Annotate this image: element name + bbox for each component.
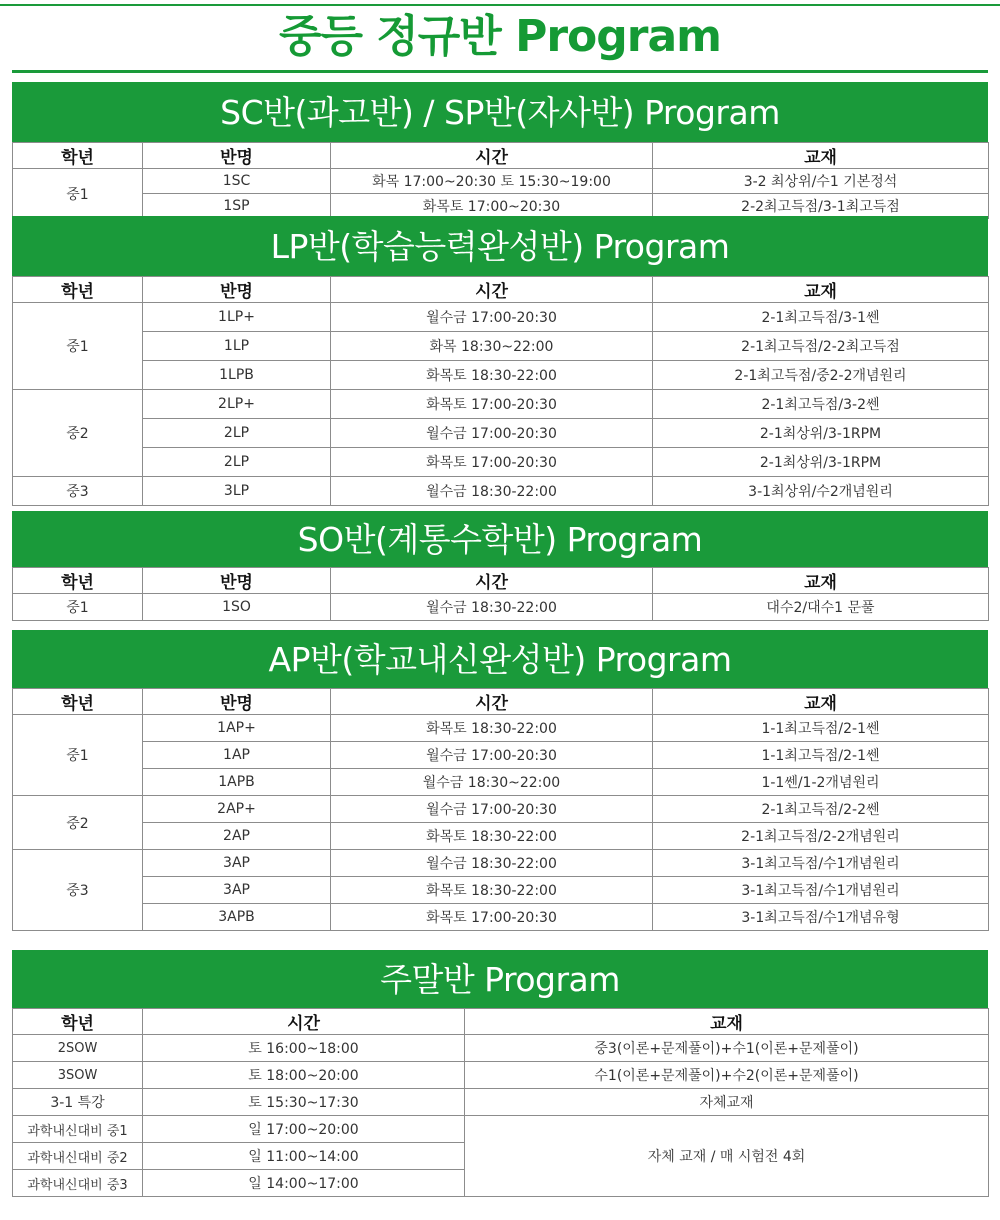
section-so <box>12 511 988 621</box>
book-cell: 1-1최고득점/2-1쎈 <box>653 715 989 742</box>
header-time: 시간 <box>331 568 653 594</box>
table-row <box>13 194 989 219</box>
book-cell: 2-1최고득점/중2-2개념원리 <box>653 361 989 390</box>
header-grade: 학년 <box>13 689 143 715</box>
table-row <box>13 332 989 361</box>
grade-cell: 중3 <box>13 477 143 506</box>
book-cell: 1-1최고득점/2-1쎈 <box>653 742 989 769</box>
time-cell: 토 18:00~20:00 <box>143 1062 465 1089</box>
class-cell: 1LP <box>143 332 331 361</box>
grade-cell: 중1 <box>13 169 143 219</box>
class-cell: 2AP+ <box>143 796 331 823</box>
table-row <box>13 1089 989 1116</box>
header-class: 반명 <box>143 689 331 715</box>
table-header-row <box>13 277 989 303</box>
book-cell: 3-1최고득점/수1개념원리 <box>653 850 989 877</box>
class-cell: 1AP <box>143 742 331 769</box>
book-cell: 자체교재 <box>465 1089 989 1116</box>
schedule-table <box>12 567 989 621</box>
time-cell: 화목토 17:00-20:30 <box>331 390 653 419</box>
table-row <box>13 904 989 931</box>
time-cell: 화목토 17:00-20:30 <box>331 904 653 931</box>
table-header-row <box>13 568 989 594</box>
section-weekend <box>12 950 988 1197</box>
table-row <box>13 477 989 506</box>
grade-cell: 과학내신대비 중2 <box>13 1143 143 1170</box>
header-time: 시간 <box>331 143 653 169</box>
grade-cell: 중2 <box>13 390 143 477</box>
table-row <box>13 769 989 796</box>
section-banner: SC반(과고반) / SP반(자사반) Program <box>12 82 988 142</box>
grade-cell: 중1 <box>13 594 143 621</box>
title-rule <box>12 70 988 73</box>
page-title: 중등 정규반 Program <box>278 11 722 62</box>
time-cell: 일 14:00~17:00 <box>143 1170 465 1197</box>
header-time: 시간 <box>143 1009 465 1035</box>
time-cell: 화목토 18:30-22:00 <box>331 877 653 904</box>
schedule-table <box>12 276 989 506</box>
table-row <box>13 850 989 877</box>
section-banner: 주말반 Program <box>12 950 988 1008</box>
table-header-row <box>13 1009 989 1035</box>
time-cell: 화목 17:00~20:30 토 15:30~19:00 <box>331 169 653 194</box>
time-cell: 월수금 18:30-22:00 <box>331 594 653 621</box>
book-cell: 2-1최고득점/3-1쎈 <box>653 303 989 332</box>
book-cell: 2-1최고득점/3-2쎈 <box>653 390 989 419</box>
section-ap <box>12 630 988 931</box>
section-banner: SO반(계통수학반) Program <box>12 511 988 567</box>
table-row <box>13 594 989 621</box>
book-cell: 대수2/대수1 문풀 <box>653 594 989 621</box>
book-cell: 자체 교재 / 매 시험전 4회 <box>465 1116 989 1197</box>
header-book: 교재 <box>465 1009 989 1035</box>
book-cell: 3-2 최상위/수1 기본정석 <box>653 169 989 194</box>
table-row <box>13 419 989 448</box>
time-cell: 화목토 17:00-20:30 <box>331 448 653 477</box>
book-cell: 3-1최고득점/수1개념유형 <box>653 904 989 931</box>
class-cell: 3AP <box>143 850 331 877</box>
grade-cell: 3-1 특강 <box>13 1089 143 1116</box>
header-class: 반명 <box>143 568 331 594</box>
header-book: 교재 <box>653 689 989 715</box>
class-cell: 1SC <box>143 169 331 194</box>
header-class: 반명 <box>143 277 331 303</box>
table-row <box>13 796 989 823</box>
book-cell: 3-1최고득점/수1개념원리 <box>653 877 989 904</box>
table-row <box>13 390 989 419</box>
section-sc-sp <box>12 82 988 219</box>
class-cell: 1AP+ <box>143 715 331 742</box>
class-cell: 3LP <box>143 477 331 506</box>
time-cell: 월수금 18:30-22:00 <box>331 477 653 506</box>
grade-cell: 과학내신대비 중1 <box>13 1116 143 1143</box>
book-cell: 수1(이론+문제풀이)+수2(이론+문제풀이) <box>465 1062 989 1089</box>
time-cell: 화목 18:30~22:00 <box>331 332 653 361</box>
table-row <box>13 823 989 850</box>
grade-cell: 2SOW <box>13 1035 143 1062</box>
class-cell: 1LPB <box>143 361 331 390</box>
table-row <box>13 1062 989 1089</box>
table-header-row <box>13 689 989 715</box>
header-book: 교재 <box>653 568 989 594</box>
book-cell: 2-1최고득점/2-2쎈 <box>653 796 989 823</box>
table-row <box>13 303 989 332</box>
section-banner: AP반(학교내신완성반) Program <box>12 630 988 688</box>
class-cell: 2AP <box>143 823 331 850</box>
header-grade: 학년 <box>13 277 143 303</box>
table-row <box>13 1116 989 1143</box>
section-banner: LP반(학습능력완성반) Program <box>12 216 988 276</box>
time-cell: 일 17:00~20:00 <box>143 1116 465 1143</box>
book-cell: 2-1최상위/3-1RPM <box>653 448 989 477</box>
table-row <box>13 361 989 390</box>
header-grade: 학년 <box>13 1009 143 1035</box>
class-cell: 1LP+ <box>143 303 331 332</box>
time-cell: 월수금 18:30~22:00 <box>331 769 653 796</box>
header-book: 교재 <box>653 277 989 303</box>
class-cell: 2LP <box>143 419 331 448</box>
grade-cell: 3SOW <box>13 1062 143 1089</box>
book-cell: 중3(이론+문제풀이)+수1(이론+문제풀이) <box>465 1035 989 1062</box>
grade-cell: 중1 <box>13 303 143 390</box>
table-row <box>13 715 989 742</box>
time-cell: 월수금 17:00-20:30 <box>331 742 653 769</box>
table-header-row <box>13 143 989 169</box>
grade-cell: 중1 <box>13 715 143 796</box>
header-book: 교재 <box>653 143 989 169</box>
time-cell: 월수금 18:30-22:00 <box>331 850 653 877</box>
header-time: 시간 <box>331 277 653 303</box>
book-cell: 1-1쎈/1-2개념원리 <box>653 769 989 796</box>
class-cell: 3APB <box>143 904 331 931</box>
grade-cell: 중3 <box>13 850 143 931</box>
class-cell: 1SO <box>143 594 331 621</box>
table-row <box>13 448 989 477</box>
header-class: 반명 <box>143 143 331 169</box>
header-grade: 학년 <box>13 143 143 169</box>
grade-cell: 과학내신대비 중3 <box>13 1170 143 1197</box>
time-cell: 월수금 17:00-20:30 <box>331 419 653 448</box>
time-cell: 월수금 17:00-20:30 <box>331 796 653 823</box>
time-cell: 토 15:30~17:30 <box>143 1089 465 1116</box>
time-cell: 토 16:00~18:00 <box>143 1035 465 1062</box>
schedule-table <box>12 142 989 219</box>
header-time: 시간 <box>331 689 653 715</box>
class-cell: 1SP <box>143 194 331 219</box>
table-row <box>13 169 989 194</box>
book-cell: 2-1최상위/3-1RPM <box>653 419 989 448</box>
class-cell: 2LP+ <box>143 390 331 419</box>
time-cell: 화목토 17:00~20:30 <box>331 194 653 219</box>
book-cell: 2-2최고득점/3-1최고득점 <box>653 194 989 219</box>
book-cell: 2-1최고득점/2-2개념원리 <box>653 823 989 850</box>
table-row <box>13 742 989 769</box>
time-cell: 일 11:00~14:00 <box>143 1143 465 1170</box>
time-cell: 월수금 17:00-20:30 <box>331 303 653 332</box>
table-row <box>13 877 989 904</box>
grade-cell: 중2 <box>13 796 143 850</box>
table-row <box>13 1035 989 1062</box>
time-cell: 화목토 18:30-22:00 <box>331 823 653 850</box>
book-cell: 3-1최상위/수2개념원리 <box>653 477 989 506</box>
top-rule <box>0 4 1000 6</box>
class-cell: 1APB <box>143 769 331 796</box>
schedule-table <box>12 1008 989 1197</box>
section-lp <box>12 216 988 506</box>
time-cell: 화목토 18:30-22:00 <box>331 361 653 390</box>
class-cell: 3AP <box>143 877 331 904</box>
header-grade: 학년 <box>13 568 143 594</box>
class-cell: 2LP <box>143 448 331 477</box>
schedule-table <box>12 688 989 931</box>
book-cell: 2-1최고득점/2-2최고득점 <box>653 332 989 361</box>
time-cell: 화목토 18:30-22:00 <box>331 715 653 742</box>
